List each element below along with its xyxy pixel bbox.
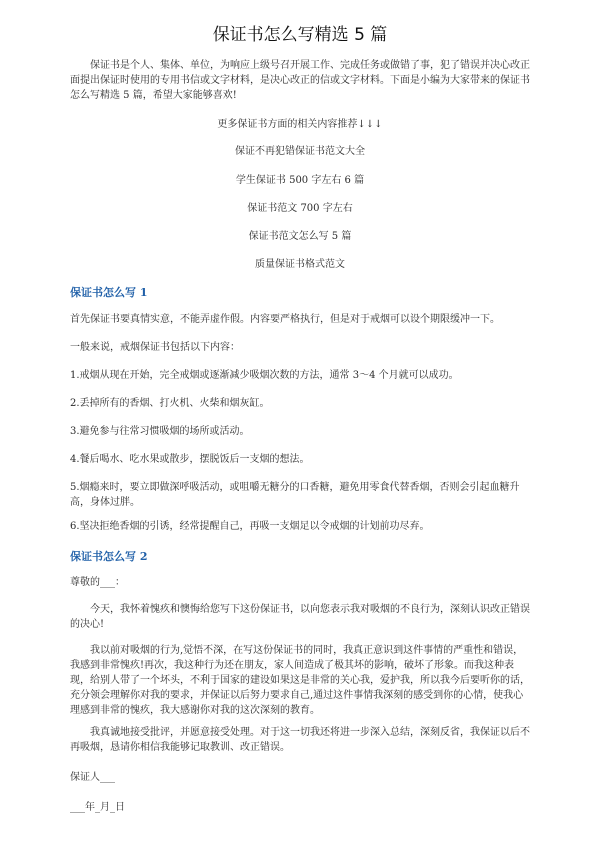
section1-paragraph-2: 一般来说，戒烟保证书包括以下内容：	[70, 342, 240, 353]
recommend-link-2[interactable]: 学生保证书 500 字左右 6 篇	[235, 175, 365, 186]
salutation: 尊敬的___：	[70, 577, 125, 588]
recommend-link-3[interactable]: 保证书范文 700 字左右	[247, 203, 353, 214]
section1-item-1: 1.戒烟从现在开始，完全戒烟或逐渐减少吸烟次数的方法，通常 3～4 个月就可以成功。	[70, 370, 459, 381]
section1-item-4: 4.餐后喝水、吃水果或散步，摆脱饭后一支烟的想法。	[70, 454, 310, 465]
section2-paragraph-1: 今天，我怀着愧疚和懊悔给您写下这份保证书，以向您表示我对吸烟的不良行为，深刻认识改正错误的决心!	[70, 604, 530, 630]
section2-heading: 保证书怎么写 2	[70, 550, 148, 563]
recommend-heading: 更多保证书方面的相关内容推荐↓↓↓	[217, 119, 383, 130]
recommend-link-4[interactable]: 保证书范文怎么写 5 篇	[248, 231, 352, 242]
section2-paragraph-3: 我真诚地接受批评，并愿意接受处理。对于这一切我还将进一步深入总结，深刻反省，我保证以后不再吸烟，恳请你相信我能够记取教训、改正错误。	[70, 727, 530, 753]
section2-paragraph-2: 我以前对吸烟的行为,觉悟不深，在写这份保证书的同时，我真正意识到这件事情的严重性和错误，我感到非常愧疚!再次，我这种行为还在朋友，家人间造成了极其坏的影响，破坏了形象。而我这种表现，给别人带了一个坏头，不利于国家的建设如果这是非常的关心我，爱护我，所以我今后要听你的话，充分领会理解你对我的要求，并保证以后努力要求自己,通过这件事情我深刻的感受到你的心情，使我心理感到非常的愧疚，我大感谢你对我的这次深刻的教育。	[70, 645, 530, 716]
section1-paragraph-1: 首先保证书要真情实意，不能弄虚作假。内容要严格执行，但是对于戒烟可以设个期限缓冲一下。	[70, 314, 500, 325]
section1-item-6: 6.坚决拒绝香烟的引诱，经常提醒自己，再吸一支烟足以令戒烟的计划前功尽弃。	[70, 521, 430, 532]
page-title: 保证书怎么写精选 5 篇	[212, 25, 388, 45]
intro-paragraph: 保证书是个人、集体、单位，为响应上级号召开展工作、完成任务或做错了事，犯了错误并决心改正面提出保证时使用的专用书信或文字材料，是决心改正的信或文字材料。下面是小编为大家带来的保证书怎么写精选 5 篇，希望大家能够喜欢!	[70, 60, 530, 101]
section1-item-5: 5.烟瘾来时，要立即做深呼吸活动，或咀嚼无糖分的口香糖，避免用零食代替香烟，否则会引起血糖升高，身体过胖。	[70, 482, 520, 508]
section1-item-3: 3.避免参与往常习惯吸烟的场所或活动。	[70, 426, 250, 437]
signer-line: 保证人___	[70, 772, 115, 783]
section1-heading: 保证书怎么写 1	[70, 286, 148, 299]
section1-item-2: 2.丢掉所有的香烟、打火机、火柴和烟灰缸。	[70, 398, 270, 409]
date-line: ___年_月_日	[70, 802, 125, 813]
recommend-link-5[interactable]: 质量保证书格式范文	[255, 259, 345, 270]
recommend-link-1[interactable]: 保证不再犯错保证书范文大全	[235, 146, 365, 157]
